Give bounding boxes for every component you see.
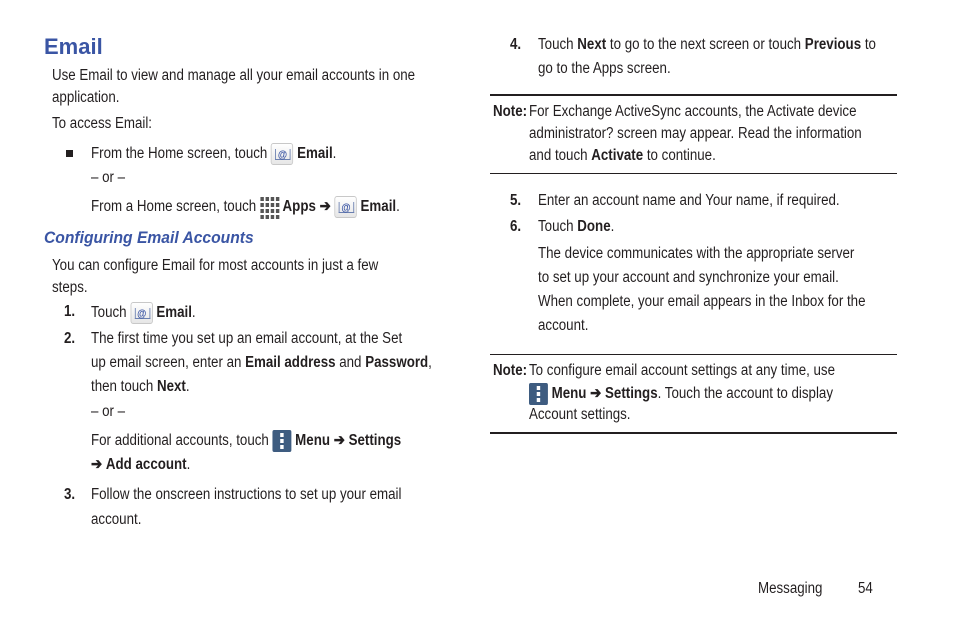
section-subtitle: Configuring Email Accounts [44, 228, 254, 247]
bullet-marker [66, 150, 73, 157]
or-separator-1: – or – [91, 169, 126, 186]
step-3-line-1: Follow the onscreen instructions to set up your email [91, 486, 402, 503]
step-number: 6. [510, 218, 522, 235]
access-line: To access Email: [52, 115, 153, 132]
note-label: Note: [493, 103, 528, 120]
step-number: 5. [510, 192, 522, 209]
additional-accounts-line: For additional accounts, touch Menu ➔ Settings [91, 430, 401, 452]
step-1-line: Touch @ Email. [91, 302, 196, 324]
step-4-line-1: Touch Next to go to the next screen or touch Previous to [538, 36, 876, 53]
email-icon [334, 196, 356, 218]
note-2-line-3: Account settings. [529, 406, 631, 423]
bullet-1-alt-line: From a Home screen, touch Apps ➔ @ Email. [91, 196, 400, 218]
step-2-line-2: up email screen, enter an Email address and Password, [91, 354, 432, 371]
config-line-1: You can configure Email for most accounts in just a few [52, 257, 379, 274]
apps-icon [260, 196, 279, 218]
step-6-para-3: When complete, your email appears in the Inbox for the [538, 293, 866, 310]
note-2-line-1: To configure email account settings at any time, use [529, 362, 836, 379]
step-4-line-2: go to the Apps screen. [538, 60, 671, 77]
note-2-line-2: Menu ➔ Settings. Touch the account to display [529, 383, 833, 405]
step-number: 2. [64, 330, 76, 347]
email-icon [271, 143, 293, 165]
note-rule-bottom [490, 432, 897, 434]
step-6-line: Touch Done. [538, 218, 615, 235]
footer-section: Messaging [758, 580, 823, 597]
note-1-line-2: administrator? screen may appear. Read the information [529, 125, 862, 142]
intro-line-2: application. [52, 89, 120, 106]
note-label: Note: [493, 362, 528, 379]
menu-icon [529, 383, 548, 405]
step-6-para-2: to set up your account and synchronize your email. [538, 269, 839, 286]
note-rule-top [490, 94, 897, 96]
bullet-1-line: From the Home screen, touch @ Email. [91, 143, 336, 165]
note-1-line-1: For Exchange ActiveSync accounts, the Activate device [529, 103, 857, 120]
step-number: 4. [510, 36, 522, 53]
note-1-line-3: and touch Activate to continue. [529, 147, 716, 164]
or-separator-2: – or – [91, 403, 126, 420]
page-number: 54 [858, 580, 873, 597]
add-account-line: ➔ Add account. [91, 456, 191, 473]
step-2-line-3: then touch Next. [91, 378, 190, 395]
config-line-2: steps. [52, 279, 88, 296]
step-6-para-1: The device communicates with the appropriate server [538, 245, 855, 262]
step-number: 1. [64, 303, 76, 320]
page-title: Email [44, 34, 103, 59]
note-rule-top [490, 354, 897, 355]
note-rule-bottom [490, 173, 897, 174]
step-number: 3. [64, 486, 76, 503]
step-2-line-1: The first time you set up an email account, at the Set [91, 330, 403, 347]
step-5-line: Enter an account name and Your name, if required. [538, 192, 840, 209]
step-3-line-2: account. [91, 511, 142, 528]
menu-icon [273, 430, 292, 452]
intro-line-1: Use Email to view and manage all your email accounts in one [52, 67, 416, 84]
step-6-para-4: account. [538, 317, 589, 334]
email-icon [130, 302, 152, 324]
